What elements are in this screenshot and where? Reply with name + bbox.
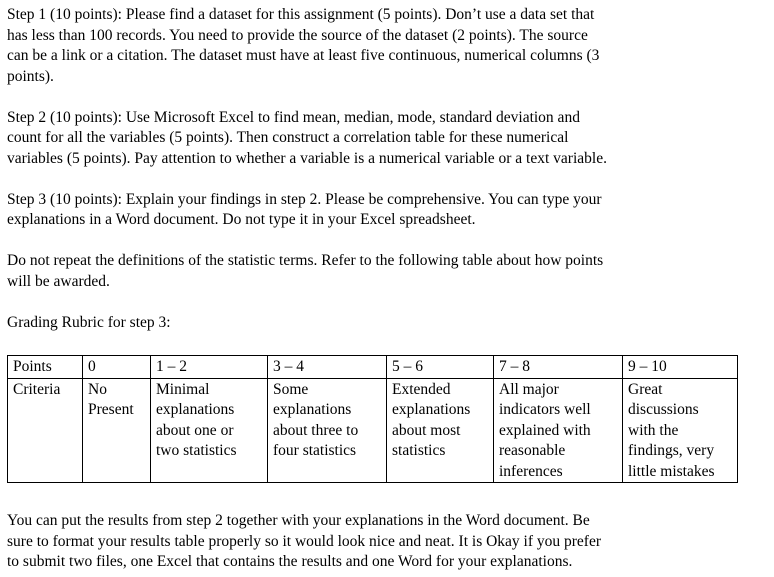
criteria-line: about one or [156,421,234,439]
rubric-criteria-cell [387,378,494,483]
criteria-line: about three to [273,421,359,439]
rubric-criteria-cell [268,378,387,483]
rubric-title [7,313,767,334]
grading-rubric-table [7,355,738,483]
step1-line: can be a link or a citation. The dataset must have at least five continuous, numerical columns (3 [7,47,600,64]
step2-line: variables (5 points). Pay attention to whether a variable is a numerical variable or a text variable. [7,149,607,167]
step3-line: explanations in a Word document. Do not type it in your Excel spreadsheet. [7,211,476,228]
rubric-criteria-cell [494,378,623,483]
step2-line: count for all the variables (5 points). Then construct a correlation table for these numerical [7,129,569,146]
criteria-line: Great [628,380,663,398]
rubric-title-text: Grading Rubric for step 3: [7,313,171,331]
step2-line: Step 2 (10 points): Use Microsoft Excel to find mean, median, mode, standard deviation and [7,108,580,126]
rubric-criteria-cell [623,378,738,483]
criteria-line: reasonable [499,442,566,459]
note-paragraph [7,251,767,292]
rubric-criteria-row [8,378,738,483]
criteria-line: explanations [156,401,235,418]
step2-paragraph [7,108,767,170]
step1-line: Step 1 (10 points): Please find a dataset for this assignment (5 points). Don’t use a data set that [7,6,595,23]
step3-paragraph [7,190,767,231]
rubric-criteria-label: Criteria [8,378,83,483]
criteria-line: Present [88,401,134,418]
criteria-line: statistics [392,442,446,459]
note-line: will be awarded. [7,272,110,290]
criteria-line: indicators well [499,401,591,418]
criteria-line: four statistics [273,442,357,459]
criteria-line: explained with [499,421,591,439]
criteria-line: Some [273,380,309,398]
paragraph-spacer [7,231,767,252]
paragraph-spacer [7,87,767,108]
paragraph-spacer [7,292,767,313]
step1-line: points). [7,67,54,85]
criteria-line: two statistics [156,442,237,459]
step1-paragraph [7,5,767,87]
criteria-line: about most [392,421,461,439]
criteria-line: discussions [628,401,699,418]
footer-paragraph [7,511,601,573]
note-line: Do not repeat the definitions of the statistic terms. Refer to the following table about how points [7,252,604,269]
rubric-header-cell: 1 – 2 [151,356,268,379]
rubric-header-cell: 9 – 10 [623,356,738,379]
criteria-line: little mistakes [628,462,715,480]
step3-line: Step 3 (10 points): Explain your findings in step 2. Please be comprehensive. You can type your [7,190,602,208]
footer-line: to submit two files, one Excel that contains the results and one Word for your explanations. [7,553,573,570]
rubric-header-cell: 7 – 8 [494,356,623,379]
rubric-header-cell: 5 – 6 [387,356,494,379]
criteria-line: with the [628,421,679,439]
criteria-line: findings, very [628,442,715,459]
rubric-header-cell: 0 [83,356,151,379]
criteria-line: Extended [392,380,451,398]
criteria-line: explanations [392,401,471,418]
paragraph-spacer [7,169,767,190]
rubric-criteria-cell [151,378,268,483]
footer-line: You can put the results from step 2 together with your explanations in the Word document. Be [7,512,590,529]
assignment-document [7,5,767,333]
footer-line: sure to format your results table properly so it would look nice and neat. It is Okay if you prefer [7,532,602,550]
rubric-header-cell: 3 – 4 [268,356,387,379]
rubric-header-row [8,356,738,379]
criteria-line: Minimal [156,380,210,398]
criteria-line: explanations [273,401,352,418]
step1-line: has less than 100 records. You need to provide the source of the dataset (2 points). The source [7,26,588,44]
criteria-line: inferences [499,462,563,480]
criteria-line: All major [499,380,559,398]
rubric-criteria-cell [83,378,151,483]
rubric-header-cell: Points [8,356,83,379]
criteria-line: No [88,380,107,398]
